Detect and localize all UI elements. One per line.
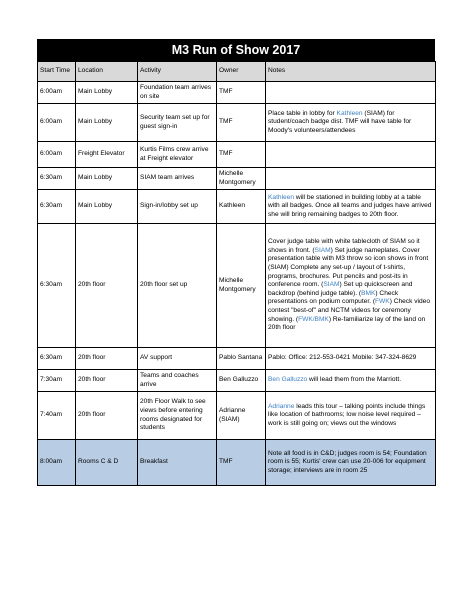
run-of-show-sheet [37, 39, 435, 486]
owner-cell: Michelle Montgomery [217, 168, 266, 190]
notes-text: ) Check video contest "best-of" and NCTM videos for ceremony showing. ( [268, 298, 431, 323]
highlighted-name: Kathleen [336, 109, 363, 117]
location-cell: 20th floor [76, 224, 138, 348]
highlighted-name: FWK [375, 298, 390, 306]
highlighted-name: Ben Galluzzo [268, 376, 308, 384]
location-cell: Freight Elevator [76, 142, 138, 168]
activity-cell: 20th Floor Walk to see views before entering rooms designated for students [138, 392, 217, 440]
start-time-cell: 6:00am [38, 142, 76, 168]
location-cell: Main Lobby [76, 190, 138, 224]
highlighted-name: SIAM [314, 246, 331, 254]
table-row [38, 392, 436, 440]
notes-text: Note all food is in C&D; judges room is 54; Foundation room is 55; Kurtis' crew can use 20-006 for equipment storage; interviews are in room 25 [268, 449, 427, 474]
header-notes: Notes [266, 62, 436, 82]
start-time-cell: 6:30am [38, 348, 76, 370]
schedule-table [37, 61, 436, 486]
start-time-cell: 6:30am [38, 168, 76, 190]
notes-text: will lead them from the Marriott. [307, 376, 402, 384]
notes-cell [266, 370, 436, 392]
notes-text: Pablo: Office: 212-553-0421 Mobile: 347-324-8629 [268, 354, 417, 362]
highlighted-name: Adrianne [268, 402, 295, 410]
notes-text: leads this tour – talking points include things like location of bathrooms; low noise level required – work is still going on; views out the windows [268, 402, 426, 427]
table-row [38, 104, 436, 142]
notes-cell [266, 348, 436, 370]
owner-cell: Adrianne (SIAM) [217, 392, 266, 440]
notes-cell [266, 440, 436, 486]
table-row [38, 142, 436, 168]
highlighted-name: Kathleen [268, 193, 295, 201]
activity-cell: Kurtis Films crew arrive at Freight elevator [138, 142, 217, 168]
header-start-time: Start Time [38, 62, 76, 82]
owner-cell: TMF [217, 82, 266, 104]
table-row [38, 168, 436, 190]
start-time-cell: 8:00am [38, 440, 76, 486]
notes-text: Cover judge table with white tablecloth of SIAM so it shows in front. ( [268, 238, 420, 254]
owner-cell: TMF [217, 142, 266, 168]
notes-text: Place table in lobby for [268, 109, 337, 117]
notes-text: (SIAM) for student/coach badge dist. TMF will have table for Moody's volunteers/attendees [268, 109, 412, 134]
table-row [38, 348, 436, 370]
notes-text: ) Set judge nameplates. Cover presentation table with M3 throw so icon shows in front (SIAM) Complete any set-up / layout of t-shirts, programs, brochures. Put pencils and post-its in conference room. ( [268, 246, 429, 289]
location-cell: Main Lobby [76, 168, 138, 190]
start-time-cell: 7:40am [38, 392, 76, 440]
header-owner: Owner [217, 62, 266, 82]
header-row [38, 62, 436, 82]
header-location: Location [76, 62, 138, 82]
highlighted-name: SIAM [323, 281, 340, 289]
notes-cell [266, 190, 436, 224]
highlighted-name: BMK [361, 289, 376, 297]
notes-text: ) Set up quickscreen and backdrop (behind judge table). ( [268, 281, 413, 297]
location-cell: 20th floor [76, 370, 138, 392]
activity-cell: 20th floor set up [138, 224, 217, 348]
notes-cell [266, 392, 436, 440]
activity-cell: SIAM team arrives [138, 168, 217, 190]
highlighted-name: FWK/BMK [298, 315, 329, 323]
start-time-cell: 7:30am [38, 370, 76, 392]
header-activity: Activity [138, 62, 217, 82]
table-row [38, 224, 436, 348]
owner-cell: Kathleen [217, 190, 266, 224]
activity-cell: Breakfast [138, 440, 217, 486]
owner-cell: TMF [217, 440, 266, 486]
activity-cell: AV support [138, 348, 217, 370]
notes-text: will be stationed in building lobby at a table with all badges. Once all teams and judges have arrived she will bring remaining badges to 20th floor. [268, 193, 432, 218]
start-time-cell: 6:30am [38, 224, 76, 348]
activity-cell: Sign-in/lobby set up [138, 190, 217, 224]
notes-text: ) Check presentations on podium computer. ( [268, 289, 399, 306]
notes-cell [266, 142, 436, 168]
notes-cell [266, 168, 436, 190]
start-time-cell: 6:00am [38, 104, 76, 142]
table-row [38, 82, 436, 104]
notes-cell [266, 104, 436, 142]
table-row [38, 370, 436, 392]
owner-cell: Michelle Montgomery [217, 224, 266, 348]
location-cell: 20th floor [76, 348, 138, 370]
notes-cell [266, 224, 436, 348]
activity-cell: Security team set up for guest sign-in [138, 104, 217, 142]
location-cell: Main Lobby [76, 82, 138, 104]
activity-cell: Teams and coaches arrive [138, 370, 217, 392]
activity-cell: Foundation team arrives on site [138, 82, 217, 104]
table-row [38, 440, 436, 486]
location-cell: Main Lobby [76, 104, 138, 142]
notes-cell [266, 82, 436, 104]
owner-cell: Ben Galluzzo [217, 370, 266, 392]
owner-cell: Pablo Santana [217, 348, 266, 370]
notes-text: ) Re-familiarize lay of the land on 20th floor [268, 315, 426, 332]
start-time-cell: 6:00am [38, 82, 76, 104]
owner-cell: TMF [217, 104, 266, 142]
table-row [38, 190, 436, 224]
location-cell: Rooms C & D [76, 440, 138, 486]
location-cell: 20th floor [76, 392, 138, 440]
document-title: M3 Run of Show 2017 [37, 39, 435, 61]
start-time-cell: 6:30am [38, 190, 76, 224]
